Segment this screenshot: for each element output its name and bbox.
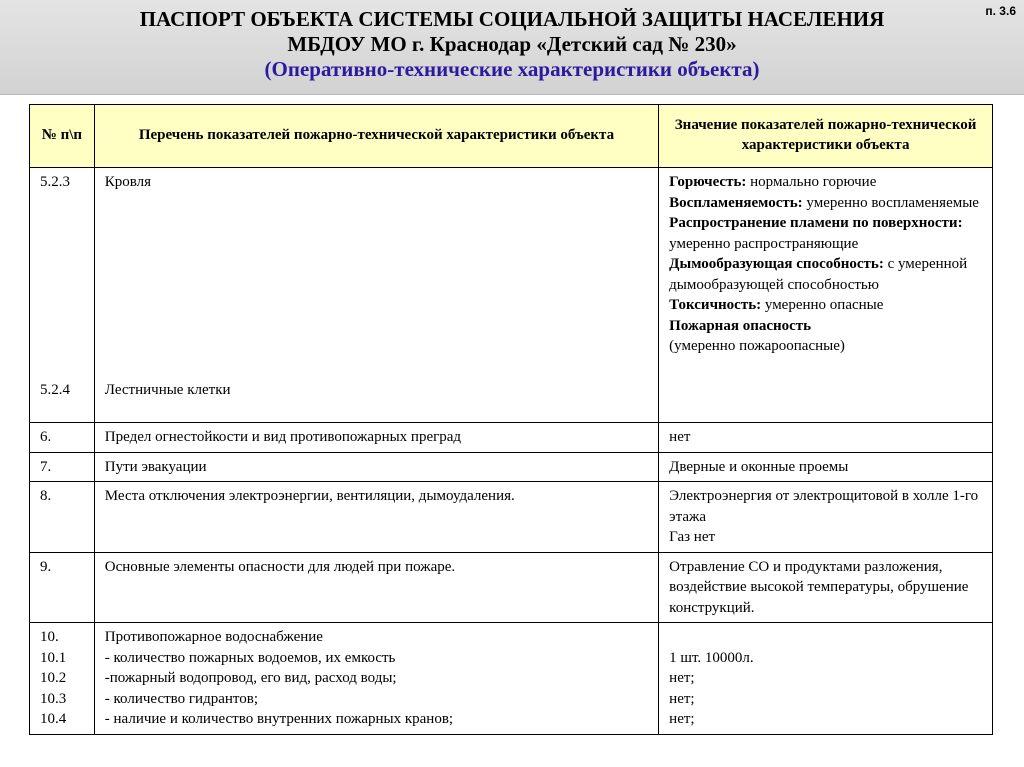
indicator-text: Противопожарное водоснабжение — [104, 629, 323, 645]
value-text: нет; — [669, 711, 695, 727]
value-cell — [659, 482, 993, 553]
combustibility-label: Горючесть: — [669, 174, 747, 190]
flammability-value: умеренно воспламеняемые — [802, 194, 979, 211]
indicator-text: - количество пожарных водоемов, их емкость — [104, 649, 396, 666]
document-title: ПАСПОРТ ОБЪЕКТА СИСТЕМЫ СОЦИАЛЬНОЙ ЗАЩИТЫ НАСЕЛЕНИЯ — [139, 7, 885, 31]
indicator-text: Предел огнестойкости и вид противопожарных преград — [94, 423, 658, 453]
value-text: Газ нет — [669, 529, 716, 545]
row-number: 5.2.4 — [40, 381, 70, 398]
row-number-cell — [30, 623, 95, 735]
flammability-entry — [669, 193, 982, 214]
value-text — [669, 627, 982, 648]
fire-characteristics-table — [29, 104, 993, 735]
toxicity-value: умеренно опасные — [761, 297, 884, 313]
table-row — [30, 623, 993, 735]
row-number: 10. — [40, 629, 59, 645]
fire-hazard-entry — [669, 316, 982, 357]
column-header-number: № п\п — [30, 105, 95, 168]
table-row — [30, 552, 993, 623]
page-number: п. 3.6 — [985, 4, 1016, 18]
row-number-cell — [30, 168, 95, 423]
indicator-text: Лестничные клетки — [104, 381, 231, 398]
value-text: Отравление СО и продуктами разложения, воздействие высокой температуры, обрушение конструкций. — [659, 552, 993, 623]
value-text: 1 шт. 10000л. — [669, 649, 754, 666]
toxicity-label: Токсичность: — [669, 297, 762, 313]
table-row — [30, 423, 993, 453]
indicator-text: -пожарный водопровод, его вид, расход воды; — [104, 670, 397, 686]
indicator-cell — [94, 623, 658, 735]
value-text: нет; — [669, 690, 695, 707]
table-row — [30, 168, 993, 423]
table-header-row — [30, 105, 993, 168]
indicator-text: Основные элементы опасности для людей при пожаре. — [94, 552, 658, 623]
smoke-value: с умеренной дымообразующей способностью — [669, 256, 968, 293]
table-row — [30, 482, 993, 553]
value-text: Электроэнергия от электрощитовой в холле 1-го этажа — [669, 488, 979, 525]
row-number: 5.2.3 — [40, 174, 70, 190]
flammability-label: Воспламеняемость: — [669, 194, 803, 211]
row-number: 10.3 — [40, 690, 67, 707]
fire-hazard-label: Пожарная опасность — [669, 317, 812, 334]
value-cell — [659, 623, 993, 735]
toxicity-entry — [669, 295, 982, 316]
fire-hazard-value: (умеренно пожароопасные) — [669, 338, 845, 354]
column-header-indicator: Перечень показателей пожарно-технической характеристики объекта — [94, 105, 658, 168]
table-row — [30, 452, 993, 482]
flame-spread-label: Распространение пламени по поверхности: — [669, 215, 963, 231]
combustibility-entry — [669, 172, 982, 193]
row-number: 8. — [30, 482, 95, 553]
flame-spread-value: умеренно распространяющие — [669, 235, 859, 252]
row-number: 7. — [30, 452, 95, 482]
row-number: 10.2 — [40, 670, 67, 686]
indicator-text: - наличие и количество внутренних пожарных кранов; — [104, 711, 454, 727]
indicator-text: Пути эвакуации — [94, 452, 658, 482]
slide-header — [0, 0, 1024, 95]
smoke-entry — [669, 254, 982, 295]
row-number: 10.4 — [40, 711, 67, 727]
value-text: нет; — [669, 670, 695, 686]
indicator-text: Кровля — [104, 174, 152, 190]
indicator-text: Места отключения электроэнергии, вентиляции, дымоудаления. — [94, 482, 658, 553]
value-text: Дверные и оконные проемы — [659, 452, 993, 482]
row-number: 6. — [30, 423, 95, 453]
document-subtitle: (Оперативно-технические характеристики объекта) — [264, 57, 760, 81]
value-cell — [659, 168, 993, 423]
flame-spread-entry — [669, 213, 982, 254]
indicator-text: - количество гидрантов; — [104, 690, 258, 707]
row-number: 9. — [30, 552, 95, 623]
institution-name: МБДОУ МО г. Краснодар «Детский сад № 230» — [287, 32, 737, 56]
indicator-cell — [94, 168, 658, 423]
value-text: нет — [659, 423, 993, 453]
column-header-value: Значение показателей пожарно-технической характеристики объекта — [659, 105, 993, 168]
combustibility-value: нормально горючие — [746, 174, 877, 190]
smoke-label: Дымообразующая способность: — [669, 256, 884, 272]
row-number: 10.1 — [40, 649, 67, 666]
